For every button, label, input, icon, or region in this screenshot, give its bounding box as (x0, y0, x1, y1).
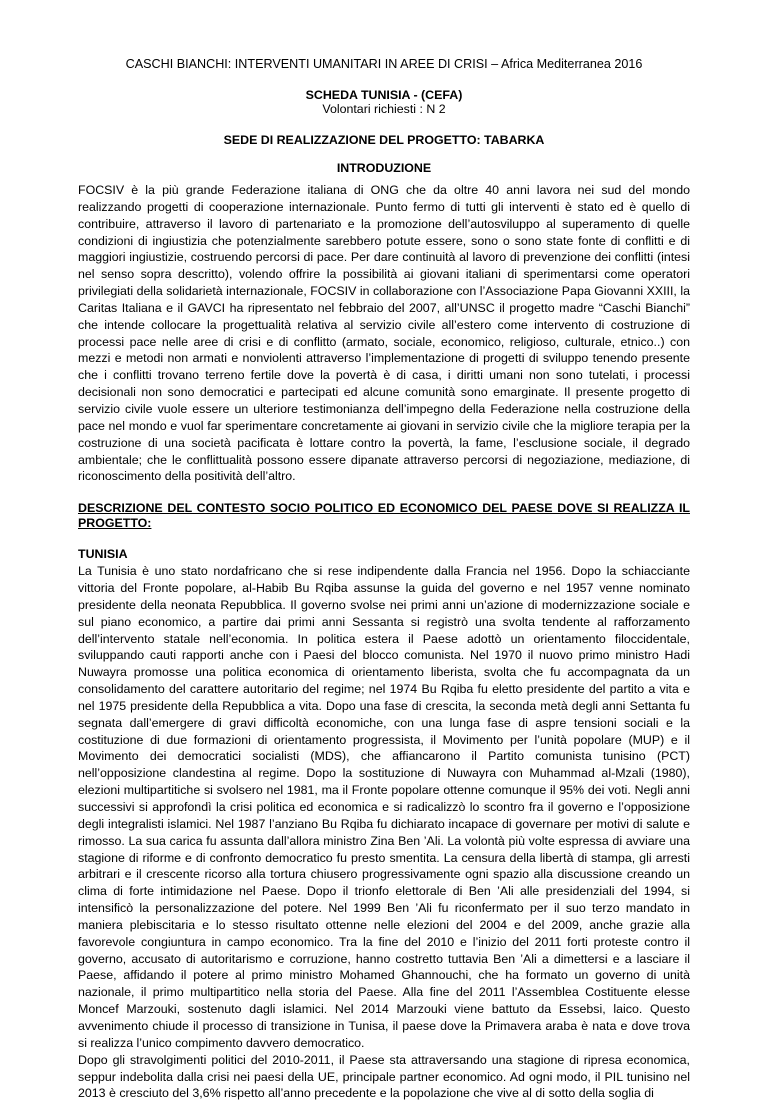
country-paragraph: La Tunisia è uno stato nordafricano che si rese indipendente dalla Francia nel 1956. Dopo la schiacciante vittoria del Fronte popolare, al-Habib Bu Rqiba assunse la guida del governo e nel 1957 venne nominato presidente della neonata Repubblica. Il governo svolse nei primi anni un’azione di modernizzazione sociale e sul piano economico, a partire dai primi anni Sessanta si registrò una svolta tendente al rafforzamento dell’intervento statale nell’economia. In politica estera il Paese adottò un orientamento filoccidentale, sviluppando cauti rapporti anche con i Paesi del blocco comunista. Nel 1970 il nuovo primo ministro Hadi Nuwayra promosse una politica economica di orientamento liberista, svolta che fu accompagnata da un consolidamento del carattere autoritario del regime; nel 1974 Bu Rqiba fu eletto presidente del partito a vita e nel 1975 presidente della Repubblica a vita. Dopo una fase di crescita, la seconda metà degli anni Settanta fu segnata dall’emergere di gravi difficoltà economiche, con una lunga fase di aspre tensioni sociali e la costituzione di due formazioni di orientamento progressista, il Movimento per l’unità popolare (MUP) e il Movimento dei democratici socialisti (MDS), che affiancarono il Partito comunista tunisino (PCT) nell’opposizione clandestina al regime. Dopo la sostituzione di Nuwayra con Muhammad al-Mzali (1980), elezioni multipartitiche si svolsero nel 1981, ma il Fronte popolare ottenne comunque il 95% dei voti. Negli anni successivi si approfondì la crisi politica ed economica e si radicalizzò lo scontro fra il governo e l’opposizione degli integralisti islamici. Nel 1987 l’anziano Bu Rqiba fu dichiarato incapace di governare per motivi di salute e rimosso. La sua carica fu assunta dall’allora ministro Zina Ben ’Ali. La volontà più volte espressa di avviare una stagione di riforme e di confronto democratico fu presto smentita. La censura della libertà di stampa, gli arresti arbitrari e il crescente ricorso alla tortura chiusero progressivamente ogni spazio alla discussione creando un clima di forte intimidazione nel Paese. Dopo il trionfo elettorale di Ben ’Ali alle presidenziali del 1994, si intensificò la personalizzazione del potere. Nel 1999 Ben ’Ali fu riconfermato per il suo terzo mandato in maniera plebiscitaria e lo stesso risultato ottenne nelle elezioni del 2004 e del 2009, anche grazie alla favorevole congiuntura in campo economico. Tra la fine del 2010 e l’inizio del 2011 forti proteste contro il governo, accusato di autoritarismo e corruzione, hanno costretto tuttavia Ben ’Ali a dimettersi e a lasciare il Paese, affidando il potere al primo ministro Mohamed Ghannouchi, che ha formato un governo di unità nazionale, il primo multipartitico nella storia del Paese. Alla fine del 2011 l’Assemblea Costituente elesse Moncef Marzouki, sostenuto dagli islamici. Nel 2014 Marzouki viene battuto da Essebsi, laico. Questo avvenimento chiude il processo di transizione in Tunisa, il paese dove la Primavera araba è nata e dove trova si realizza l’unico compimento davvero democratico. (78, 564, 690, 1050)
country-paragraph-continued: Dopo gli stravolgimenti politici del 2010-2011, il Paese sta attraversando una stagione di ripresa economica, seppur indebolita dalla crisi nei paesi della UE, principale partner economico. Ad ogni modo, il PIL tunisino nel 2013 è cresciuto del 3,6% rispetto all’anno precedente e la popolazione che vive al di sotto della soglia di (78, 1052, 690, 1101)
running-header: CASCHI BIANCHI: INTERVENTI UMANITARI IN AREE DI CRISI – Africa Mediterranea 2016 (125, 57, 643, 71)
sede-heading: SEDE DI REALIZZAZIONE DEL PROGETTO: TABARKA (223, 133, 545, 147)
scheda-title: SCHEDA TUNISIA - (CEFA) (305, 88, 463, 102)
context-heading: DESCRIZIONE DEL CONTESTO SOCIO POLITICO ED ECONOMICO DEL PAESE DOVE SI REALIZZA IL PROGETTO: (78, 501, 690, 531)
intro-paragraph: FOCSIV è la più grande Federazione italiana di ONG che da oltre 40 anni lavora nei sud del mondo realizzando progetti di cooperazione internazionale. Punto fermo di tutti gli interventi è stato ed è quello di contribuire, attraverso il lavoro di partenariato e la promozione dell’autosviluppo al superamento di quelle condizioni di ingiustizia che potenzialmente sarebbero potute essere, sono o sono state fonte di conflitti e di maggiori ingiustizie, costruendo percorsi di pace. Per dare continuità al lavoro di prevenzione dei conflitti (intesi nel senso sopra descritto), volendo offrire la possibilità ai giovani italiani di sperimentarsi come operatori privilegiati della solidarietà internazionale, FOCSIV in collaborazione con l’Associazione Papa Giovanni XXIII, la Caritas Italiana e il GAVCI ha ripresentato nel febbraio del 2007, all’UNSC il progetto madre “Caschi Bianchi” che intende collocare la progettualità relativa al servizio civile all’estero come intervento di costruzione di processi pace nelle aree di crisi e di conflitto (armato, sociale, economico, religioso, culturale, etnico..) con mezzi e metodi non armati e nonviolenti attraverso l’implementazione di progetti di sviluppo tenendo presente che i conflitti trovano terreno fertile dove la povertà è di casa, i diritti umani non sono tutelati, i processi decisionali non sono democratici e partecipati ed alcune comunità sono emarginate. Il presente progetto di servizio civile vuole essere un ulteriore testimonianza dell’impegno della Federazione nella costruzione della pace nel mondo e vuol far sperimentare concretamente ai giovani in servizio civile che la migliore terapia per la costruzione di una società pacificata è lottare contro la povertà, la fame, l’esclusione sociale, il degrado ambientale; che le conflittualità possono essere dipanate attraverso percorsi di negoziazione, mediazione, di riconoscimento della positività dell’altro. (78, 183, 690, 484)
country-heading: TUNISIA (78, 547, 128, 562)
document-page (78, 56, 690, 1102)
intro-heading: INTRODUZIONE (336, 161, 432, 175)
volontari-richiesti: Volontari richiesti : N 2 (322, 102, 446, 116)
